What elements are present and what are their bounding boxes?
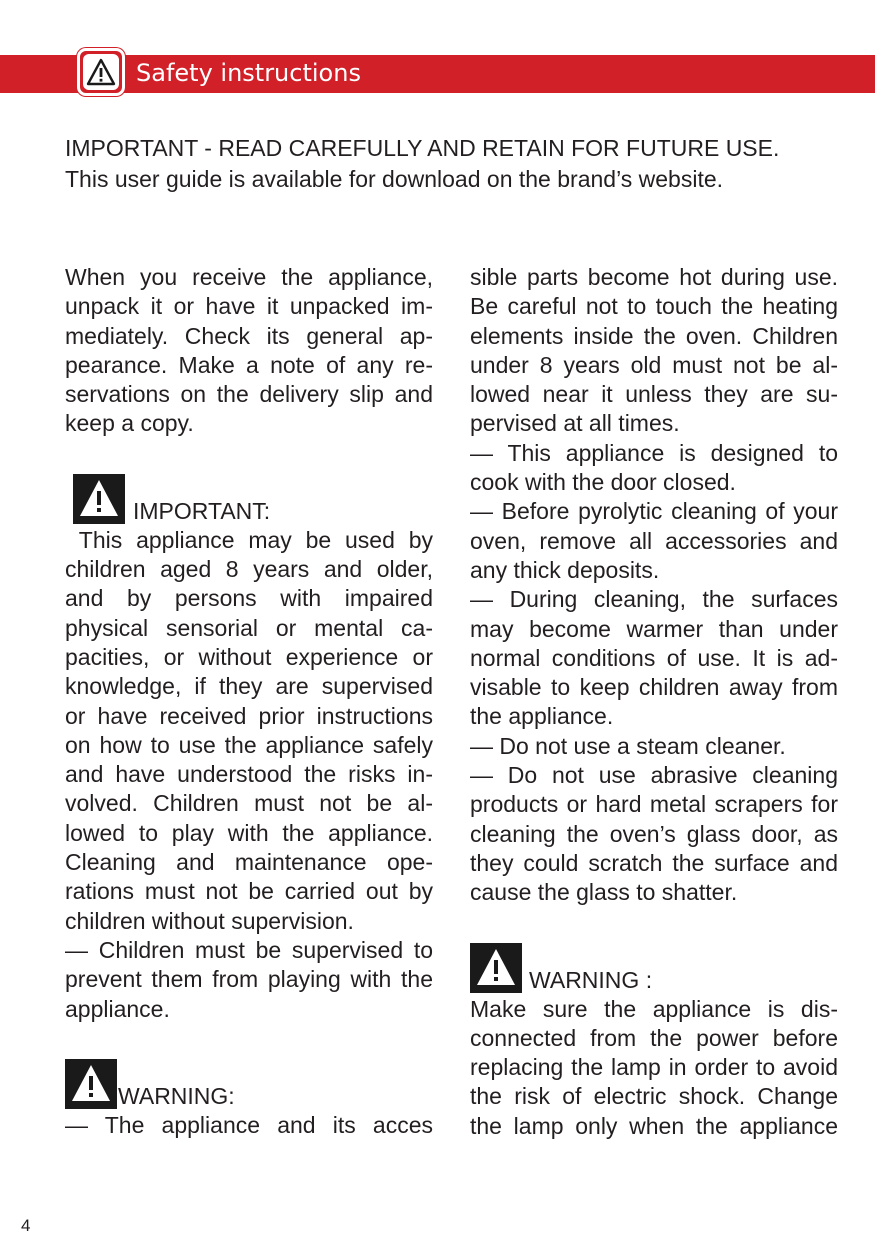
lamp-warning-paragraph: Make sure the appliance is disconnected from the power before replacing the lamp in order to avoid the risk of electric shock. Change the lamp only when the appliance [470,995,838,1139]
continued-paragraph: sible parts become hot during use. Be careful not to touch the heating elements inside the oven. Children under 8 years old must not be allowed near it unless they are supervised at all times. [470,264,838,437]
intro-notice [65,133,845,195]
section-title: Safety instructions [136,59,361,87]
door-paragraph: — This appliance is designed to cook with the door closed. [470,439,838,496]
important-heading [65,468,433,526]
warning-label: WARNING: [118,1082,235,1109]
warning-icon [470,943,522,993]
page-number: 4 [21,1216,31,1235]
warning-paragraph-start: — The appliance and its acces [65,1111,433,1138]
intro-line-download: This user guide is available for download on the brand’s website. [65,166,724,192]
lamp-warning-heading [470,937,838,995]
warning-triangle-icon [86,57,116,87]
right-column [470,263,838,1141]
receive-paragraph: When you receive the appliance, unpack it or have it unpacked immediately. Check its general appearance. Make a note of any reservations on the delivery slip and keep a copy. [65,264,433,437]
warning-icon [65,1059,117,1109]
important-paragraph: This appliance may be used by children aged 8 years and older, and by persons with impaired physical sensorial or mental capacities, or without experience or knowledge, if they are supervised or have received prior instructions on how to use the appliance safely and have understood the risks involved. Children must not be allowed to play with the appliance. Cleaning and maintenance operations must not be carried out by children without supervision. [65,526,433,934]
cleaning-paragraph: — During cleaning, the surfaces may become warmer than under normal conditions of use. It is advisable to keep children away from the appliance. [470,586,838,730]
steam-paragraph: — Do not use a steam cleaner. [470,732,786,759]
warning-heading [65,1053,433,1111]
pyrolytic-paragraph: — Before pyrolytic cleaning of your oven, remove all accessories and any thick deposits. [470,498,838,583]
intro-line-important: IMPORTANT - READ CAREFULLY AND RETAIN FOR FUTURE USE. [65,135,780,161]
abrasive-paragraph: — Do not use abrasive cleaning products or hard metal scrapers for cleaning the oven’s glass door, as they could scratch the surface and cause the glass to shatter. [470,762,838,906]
header-icon-badge [77,48,125,96]
lamp-warning-label: WARNING : [529,966,653,993]
header-band [0,55,875,93]
left-column [65,263,433,1140]
warning-icon [73,474,125,524]
children-paragraph: — Children must be supervised to prevent them from playing with the appliance. [65,936,433,1022]
important-label: IMPORTANT: [133,497,271,524]
